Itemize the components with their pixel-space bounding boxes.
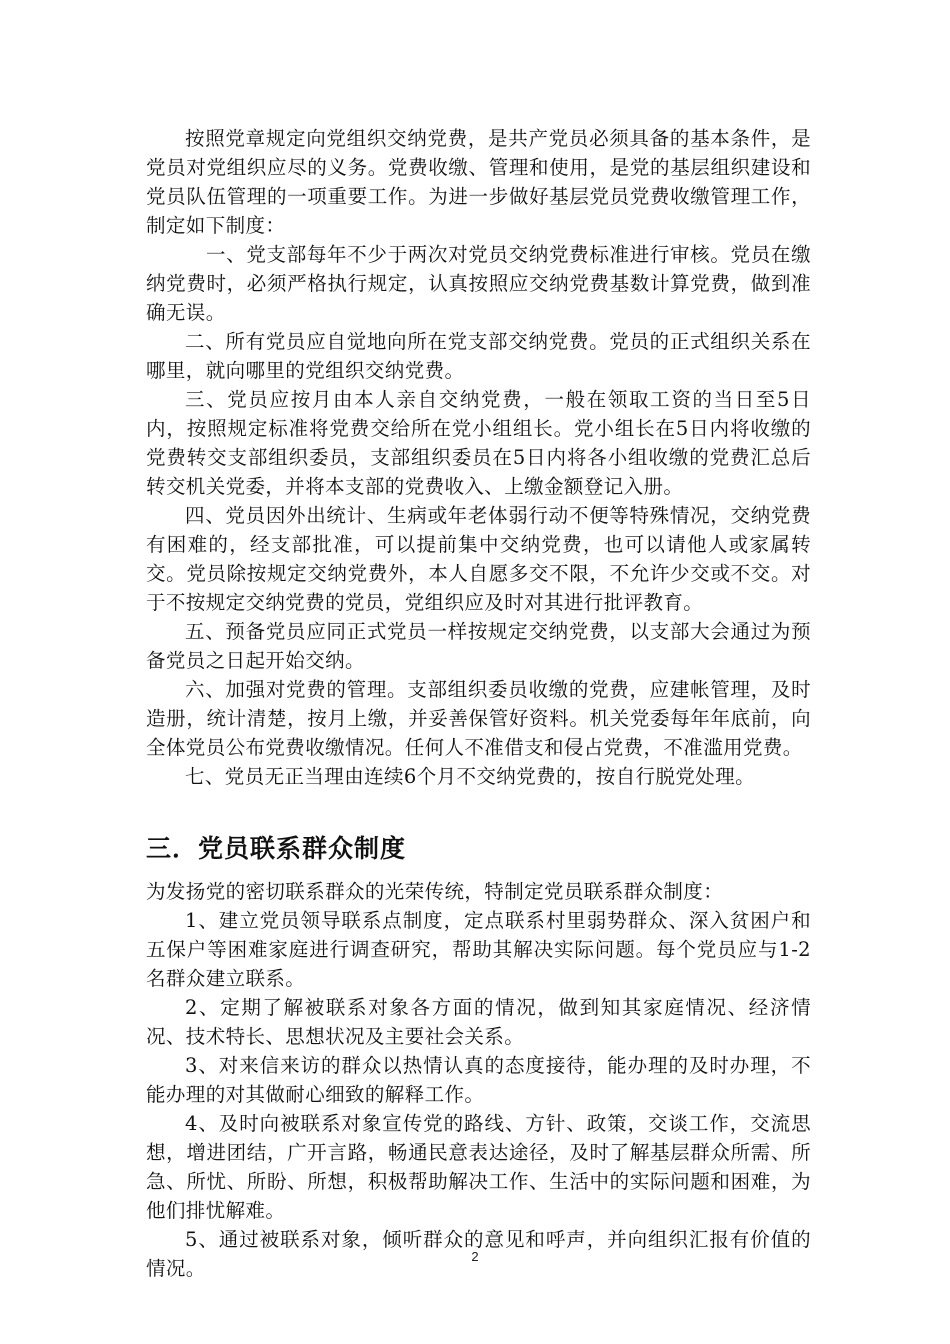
section-two-item-5: 五、预备党员应同正式党员一样按规定交纳党费，以支部大会通过为预备党员之日起开始交纳。 (146, 620, 811, 672)
section-two-item-7: 七、党员无正当理由连续6个月不交纳党费的，按自行脱党处理。 (185, 765, 756, 788)
section-three-item-3: 3、对来信来访的群众以热情认真的态度接待，能办理的及时办理，不能办理的对其做耐心细致的解释工作。 (146, 1054, 811, 1106)
document-body (146, 124, 811, 1283)
section-two-intro: 按照党章规定向党组织交纳党费，是共产党员必须具备的基本条件，是党员对党组织应尽的义务。党费收缴、管理和使用，是党的基层组织建设和党员队伍管理的一项重要工作。为进一步做好基层党员党费收缴管理工作，制定如下制度： (146, 127, 811, 237)
section-two-item-3: 三、党员应按月由本人亲自交纳党费，一般在领取工资的当日至5日内，按照规定标准将党费交给所在党小组组长。党小组长在5日内将收缴的党费转交支部组织委员，支部组织委员在5日内将各小组收缴的党费汇总后转交机关党委，并将本支部的党费收入、上缴金额登记入册。 (146, 388, 811, 498)
section-three-item-4: 4、及时向被联系对象宣传党的路线、方针、政策，交谈工作，交流思想，增进团结，广开言路，畅通民意表达途径，及时了解基层群众所需、所急、所忧、所盼、所想，积极帮助解决工作、生活中的实际问题和困难，为他们排忧解难。 (146, 1112, 811, 1222)
section-three-item-1: 1、建立党员领导联系点制度，定点联系村里弱势群众、深入贫困户和五保户等困难家庭进行调查研究，帮助其解决实际问题。每个党员应与1-2名群众建立联系。 (146, 909, 811, 990)
section-two-item-6: 六、加强对党费的管理。支部组织委员收缴的党费，应建帐管理，及时造册，统计清楚，按月上缴，并妥善保管好资料。机关党委每年年底前，向全体党员公布党费收缴情况。任何人不准借支和侵占党费，不准滥用党费。 (146, 678, 811, 759)
section-three-item-5: 5、通过被联系对象，倾听群众的意见和呼声，并向组织汇报有价值的情况。 (146, 1228, 811, 1280)
section-three-heading: 三．党员联系群众制度 (146, 834, 407, 863)
section-three-intro: 为发扬党的密切联系群众的光荣传统，特制定党员联系群众制度： (146, 880, 724, 903)
section-three-item-2: 2、定期了解被联系对象各方面的情况，做到知其家庭情况、经济情况、技术特长、思想状况及主要社会关系。 (146, 996, 811, 1048)
page-number: 2 (471, 1249, 479, 1264)
section-two-item-2: 二、所有党员应自觉地向所在党支部交纳党费。党员的正式组织关系在哪里，就向哪里的党组织交纳党费。 (146, 330, 811, 382)
section-two-item-1: 一、党支部每年不少于两次对党员交纳党费标准进行审核。党员在缴纳党费时，必须严格执行规定，认真按照应交纳党费基数计算党费，做到准确无误。 (146, 243, 811, 324)
section-two-item-4: 四、党员因外出统计、生病或年老体弱行动不便等特殊情况，交纳党费有困难的，经支部批准，可以提前集中交纳党费，也可以请他人或家属转交。党员除按规定交纳党费外，本人自愿多交不限，不允许少交或不交。对于不按规定交纳党费的党员，党组织应及时对其进行批评教育。 (146, 504, 811, 614)
